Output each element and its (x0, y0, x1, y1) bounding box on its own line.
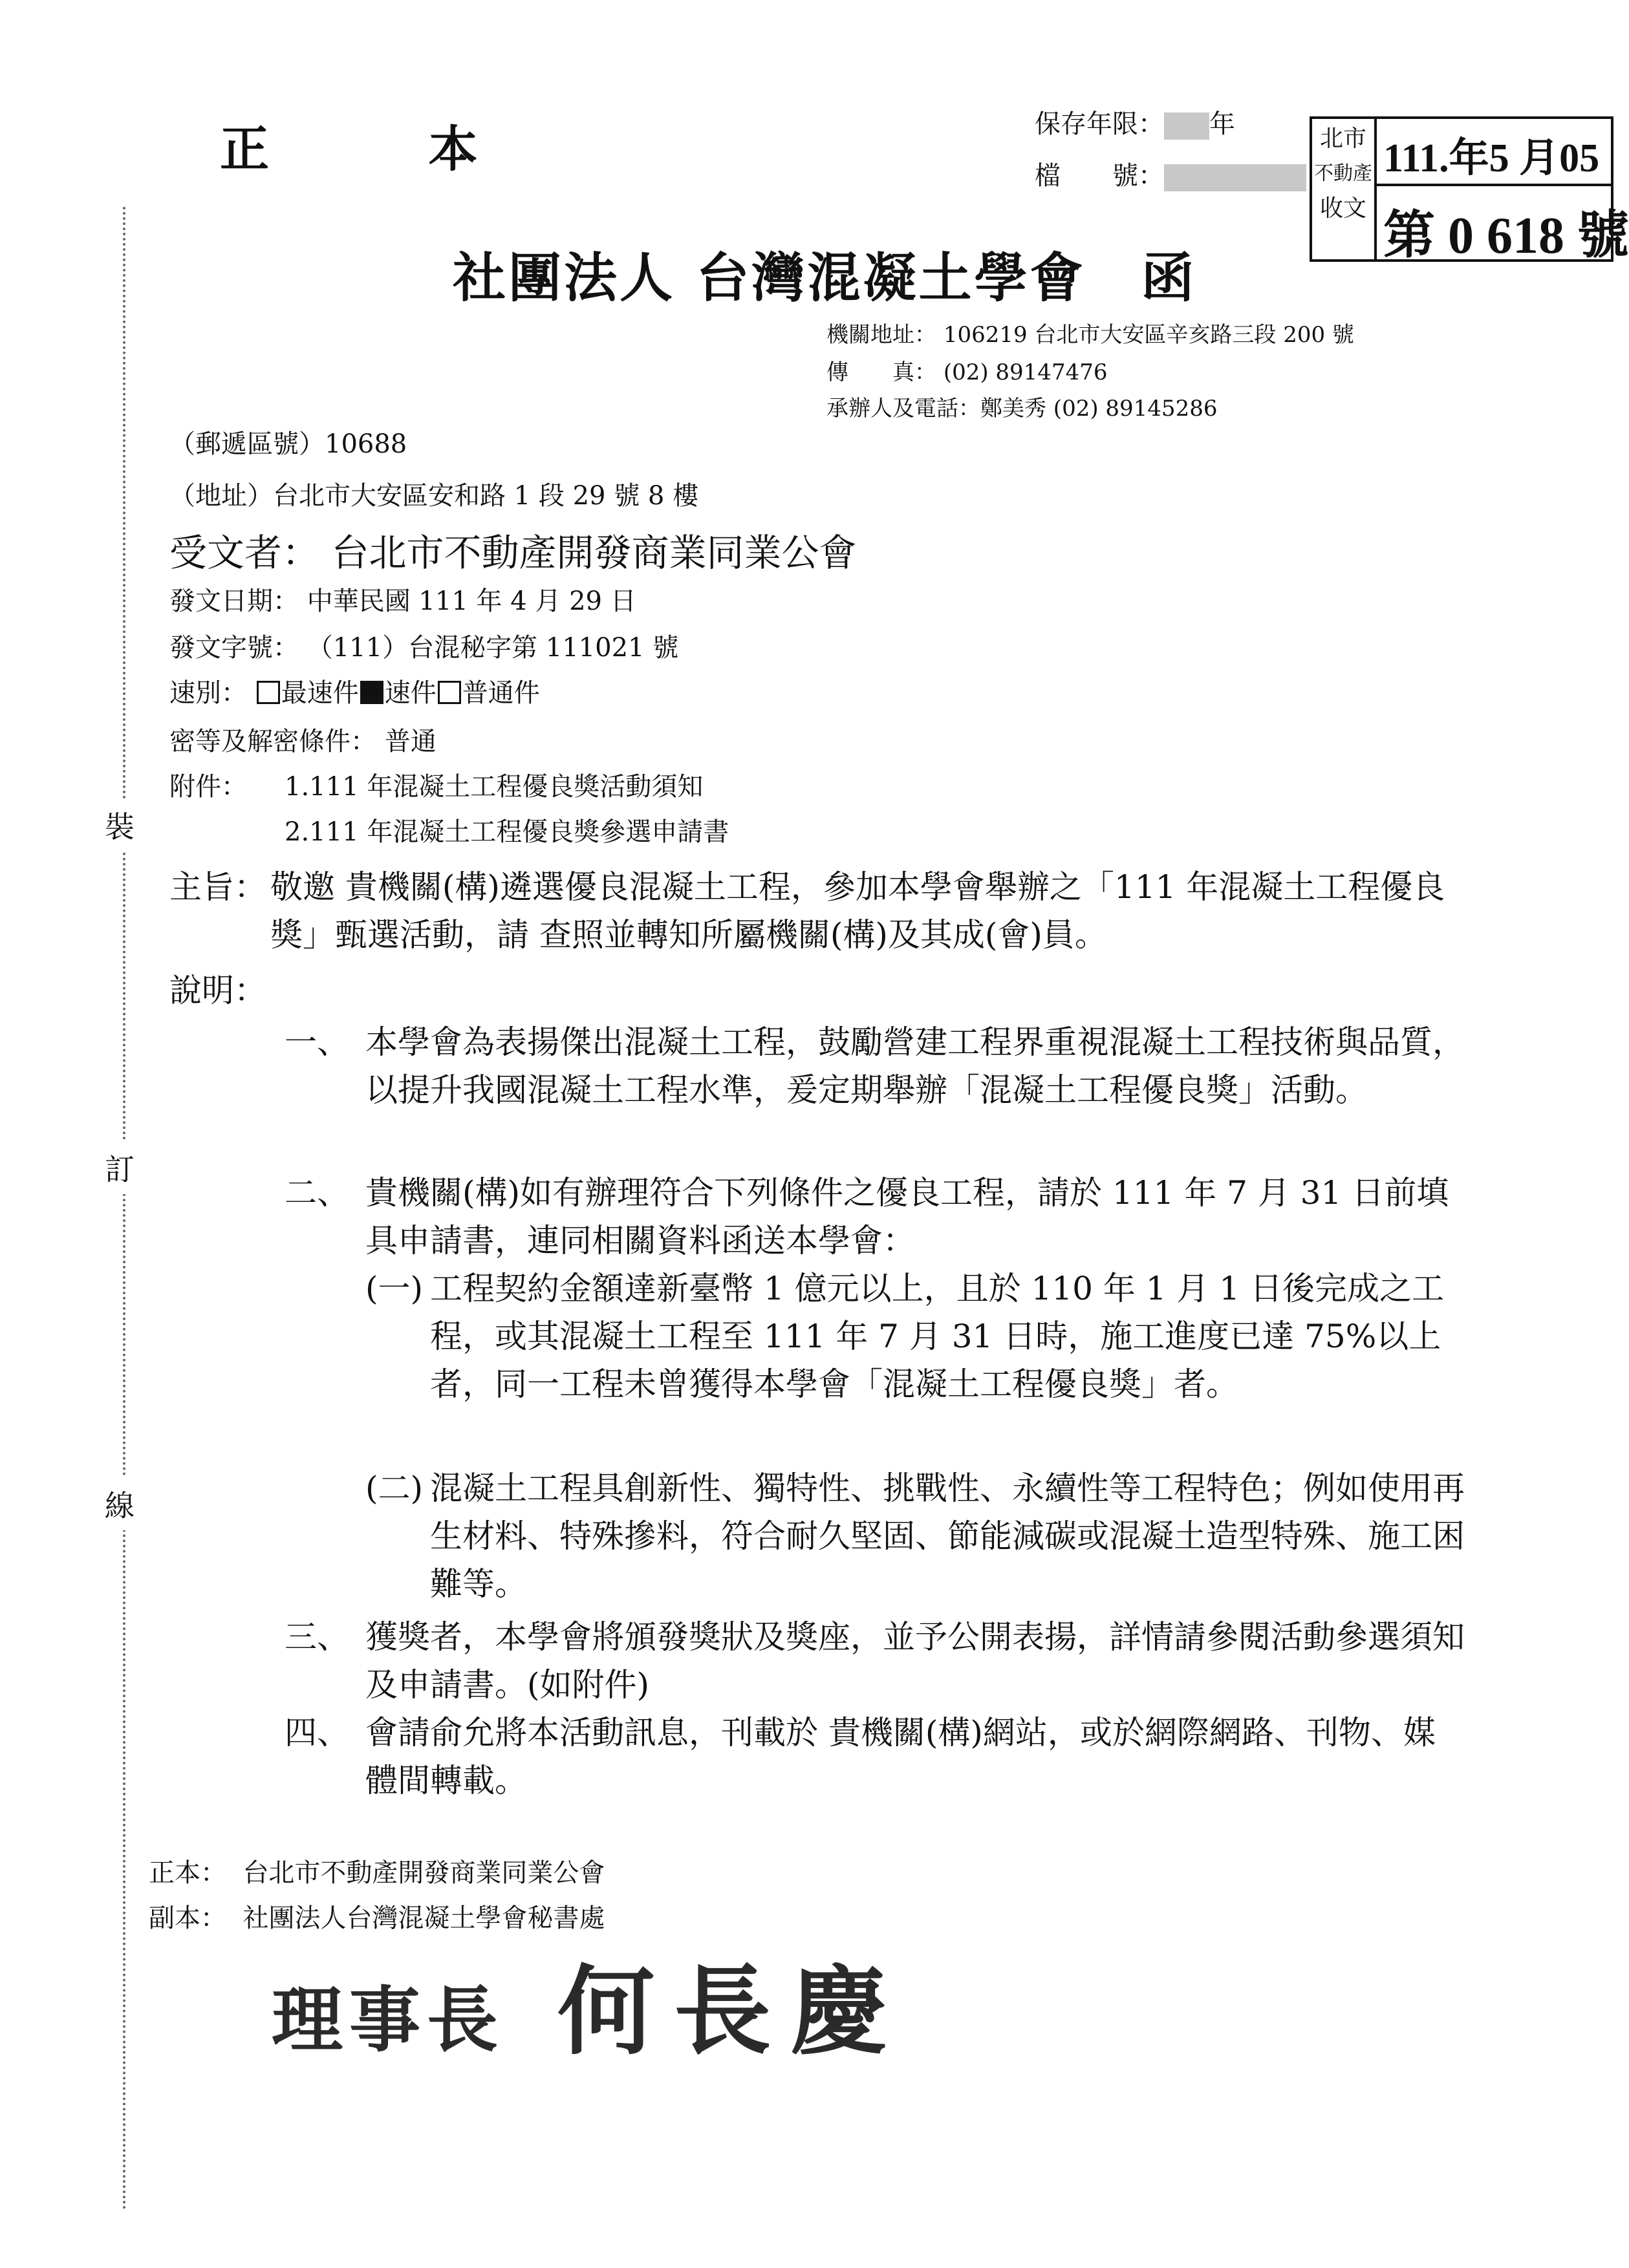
binding-mark-xian: 線 (105, 1477, 135, 1530)
speed-checkbox-normal (438, 681, 461, 704)
attachments (169, 766, 247, 803)
signature-name: 何長慶 (557, 1954, 907, 2068)
sender-contact (826, 390, 1217, 422)
sub-item-number: (一) (365, 1270, 424, 1307)
stamp-divider (1377, 184, 1611, 186)
document-title: 社團法人 台灣混凝土學會 函 (453, 247, 1197, 309)
subject-text: 敬邀 貴機關(構)遴選優良混凝土工程，參加本學會舉辦之「111 年混凝土工程優良獎」甄選活動，請 查照並轉知所屬機關(構)及其成(會)員。 (270, 868, 1445, 954)
recipient-label: 受文者： (169, 531, 320, 575)
retention-suffix: 年 (1209, 109, 1235, 139)
original-distribution (149, 1852, 605, 1889)
file-number (1035, 155, 1306, 192)
sender-fax (826, 354, 1107, 386)
original-label: 正本： (149, 1858, 226, 1888)
binding-line (123, 207, 125, 2211)
recipient (169, 522, 856, 577)
explanation-item: 會請俞允將本活動訊息，刊載於 貴機關(構)網站，或於網際網路、刊物、媒體間轉載。 (365, 1714, 1436, 1799)
sender-contact-value: 鄭美秀 (02) 89145286 (980, 396, 1218, 422)
secrecy (169, 721, 437, 758)
explanation-sub-item: 工程契約金額達新臺幣 1 億元以上，且於 110 年 1 月 1 日後完成之工程，或其混凝土工程至 111 年 7 月 31 日時，施工進度已達 75%以上者，同一工程未曾獲得本學會「混凝土工程優良獎」者。 (430, 1270, 1445, 1403)
stamp-org (1312, 119, 1377, 259)
copy-recipient: 社團法人台灣混凝土學會秘書處 (243, 1903, 605, 1933)
speed-checkbox-fast (360, 681, 383, 704)
stamp-org-line: 北市 (1319, 125, 1366, 152)
redacted-retention-value (1164, 112, 1209, 140)
recipient-postal-code: （郵遞區號）10688 (169, 429, 407, 459)
attachment-item: 2.111 年混凝土工程優良獎參選申請書 (285, 817, 729, 847)
file-number-label: 檔 號： (1035, 161, 1164, 191)
copy-distribution (149, 1898, 605, 1934)
copy-type-label: 正 本 (220, 120, 549, 178)
recipient-address: （地址）台北市大安區安和路 1 段 29 號 8 樓 (169, 481, 699, 511)
speed-option-normal: 普通件 (462, 678, 540, 708)
issue-date-label: 發文日期： (169, 586, 299, 616)
issue-date-value: 中華民國 111 年 4 月 29 日 (307, 586, 636, 616)
explanation-label: 說明： (169, 972, 266, 1009)
stamp-number: 第 0 618 號 (1383, 208, 1629, 264)
explanation-item: 貴機關(構)如有辦理符合下列條件之優良工程，請於 111 年 7 月 31 日前填具申請書，連同相關資料函送本學會： (365, 1174, 1449, 1259)
sub-item-number: (二) (365, 1470, 424, 1507)
speed-option-fast: 速件 (384, 678, 437, 708)
item-number: 一、 (285, 1023, 349, 1061)
issue-number-label: 發文字號： (169, 633, 299, 663)
stamp-date: 111.年5 月05 (1383, 136, 1600, 180)
sender-contact-label: 承辦人及電話： (826, 396, 980, 422)
speed-class (169, 672, 540, 709)
secrecy-label: 密等及解密條件： (169, 727, 376, 756)
item-number: 三、 (285, 1618, 349, 1656)
sender-address (826, 317, 1354, 348)
issue-number-value: （111）台混秘字第 111021 號 (307, 633, 679, 663)
sender-fax-label: 傳 真： (826, 359, 936, 385)
secrecy-value: 普通 (384, 727, 437, 756)
item-number: 四、 (285, 1714, 349, 1751)
redacted-file-number-value (1164, 164, 1306, 191)
sender-address-value: 106219 台北市大安區辛亥路三段 200 號 (943, 322, 1354, 348)
issue-date (169, 581, 636, 617)
issue-number (169, 627, 678, 664)
stamp-org-line: 收文 (1319, 195, 1366, 222)
binding-mark-zhuang: 裝 (105, 798, 135, 851)
speed-label: 速別： (169, 678, 247, 708)
sender-fax-value: (02) 89147476 (943, 359, 1108, 385)
sender-address-label: 機關地址： (826, 322, 936, 348)
receipt-stamp (1310, 116, 1629, 264)
explanation-item: 獲獎者，本學會將頒發獎狀及獎座，並予公開表揚，詳情請參閱活動參選須知及申請書。(如附件) (365, 1618, 1465, 1704)
attachments-label: 附件： (169, 772, 247, 802)
speed-checkbox-urgent (257, 681, 280, 704)
stamp-org-line: 不動產 (1314, 162, 1372, 185)
recipient-name: 台北市不動產開發商業同業公會 (331, 531, 857, 575)
item-number: 二、 (285, 1174, 349, 1212)
original-recipient: 台北市不動產開發商業同業公會 (243, 1858, 605, 1888)
retention-period (1035, 103, 1235, 140)
attachment-item: 1.111 年混凝土工程優良獎活動須知 (285, 772, 704, 802)
copy-label: 副本： (149, 1903, 226, 1933)
signature-title: 理事長 (272, 1978, 504, 2062)
binding-mark-ding: 訂 (105, 1141, 135, 1194)
chairman-signature (272, 1933, 907, 2073)
explanation-sub-item: 混凝土工程具創新性、獨特性、挑戰性、永續性等工程特色；例如使用再生材料、特殊摻料，符合耐久堅固、節能減碳或混凝土造型特殊、施工困難等。 (430, 1470, 1465, 1603)
retention-label: 保存年限： (1035, 109, 1164, 139)
subject-label: 主旨： (169, 868, 266, 906)
speed-option-urgent: 最速件 (281, 678, 359, 708)
explanation-item: 本學會為表揚傑出混凝土工程，鼓勵營建工程界重視混凝土工程技術與品質，以提升我國混凝土工程水準，爰定期舉辦「混凝土工程優良獎」活動。 (365, 1023, 1465, 1109)
